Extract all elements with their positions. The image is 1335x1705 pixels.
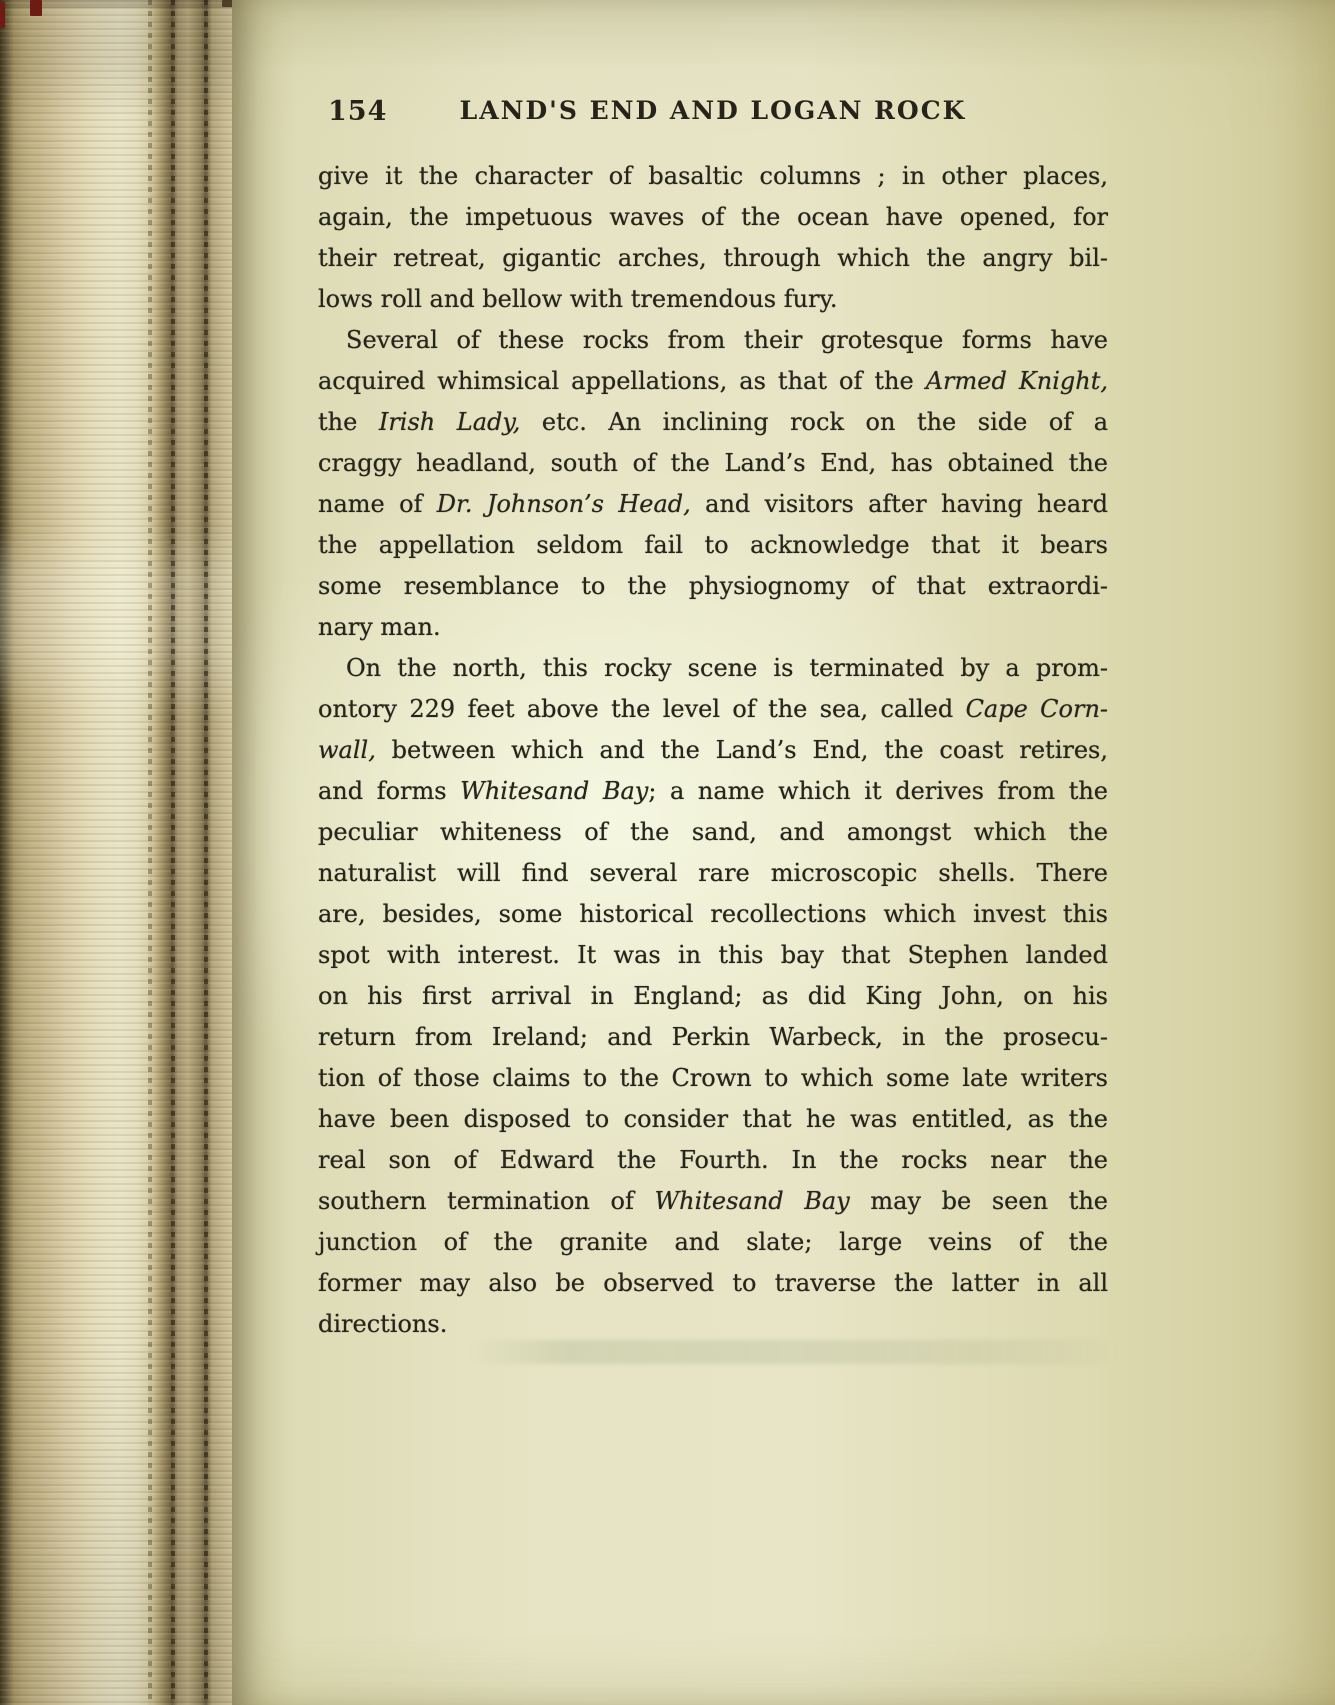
text-segment: real son of Edward the Fourth. In the rocks near the bbox=[318, 1146, 1108, 1174]
text-line bbox=[318, 976, 1108, 1017]
text-segment: may be seen the bbox=[849, 1187, 1108, 1215]
binding-mark bbox=[0, 2, 5, 28]
text-segment: on his first arrival in England; as did King John, on his bbox=[318, 982, 1108, 1010]
text-segment: Several of these rocks from their grotesque forms have bbox=[346, 326, 1108, 354]
text-segment: craggy headland, south of the Land’s End, has obtained the bbox=[318, 449, 1108, 477]
text-segment: former may also be observed to traverse the latter in all bbox=[318, 1269, 1108, 1297]
italic-text: Dr. Johnson’s Head, bbox=[436, 490, 691, 518]
italic-text: Armed Knight, bbox=[925, 367, 1108, 395]
italic-text: wall, bbox=[318, 736, 376, 764]
paragraph bbox=[318, 648, 1108, 1345]
binding-mark bbox=[30, 0, 42, 16]
text-line bbox=[318, 484, 1108, 525]
text-line bbox=[318, 812, 1108, 853]
text-line bbox=[318, 853, 1108, 894]
text-segment: are, besides, some historical recollections which invest this bbox=[318, 900, 1108, 928]
text-segment: and forms bbox=[318, 777, 461, 805]
text-segment: and visitors after having heard bbox=[690, 490, 1108, 518]
text-segment: give it the character of basaltic columns ; in other places, bbox=[318, 162, 1108, 190]
text-line bbox=[318, 1140, 1108, 1181]
text-line bbox=[318, 197, 1108, 238]
text-segment: again, the impetuous waves of the ocean have opened, for bbox=[318, 203, 1108, 231]
text-segment: the bbox=[318, 408, 379, 436]
paragraph bbox=[318, 320, 1108, 648]
text-line bbox=[318, 689, 1108, 730]
text-segment: naturalist will find several rare microscopic shells. There bbox=[318, 859, 1108, 887]
text-segment: acquired whimsical appellations, as that of the bbox=[318, 367, 926, 395]
text-line bbox=[318, 607, 1108, 648]
page-number: 154 bbox=[328, 96, 388, 127]
text-segment: lows roll and bellow with tremendous fury. bbox=[318, 285, 838, 313]
page-edge-line bbox=[171, 0, 175, 1705]
text-segment: some resemblance to the physiognomy of that extraordi- bbox=[318, 572, 1108, 600]
text-segment: etc. An inclining rock on the side of a bbox=[520, 408, 1109, 436]
page-header bbox=[318, 96, 1108, 130]
text-segment: name of bbox=[318, 490, 437, 518]
text-segment: have been disposed to consider that he was entitled, as the bbox=[318, 1105, 1108, 1133]
italic-text: Cape Corn- bbox=[965, 695, 1109, 723]
text-segment: spot with interest. It was in this bay that Stephen landed bbox=[318, 941, 1108, 969]
text-line bbox=[318, 1181, 1108, 1222]
book-page bbox=[232, 0, 1335, 1705]
text-segment: nary man. bbox=[318, 613, 441, 641]
running-title: LAND'S END AND LOGAN ROCK bbox=[459, 96, 967, 125]
text-segment: directions. bbox=[318, 1310, 448, 1338]
text-line bbox=[318, 1017, 1108, 1058]
italic-text: Irish Lady, bbox=[378, 408, 521, 436]
paragraph bbox=[318, 156, 1108, 320]
text-segment: On the north, this rocky scene is terminated by a prom- bbox=[346, 654, 1108, 682]
text-line bbox=[318, 1058, 1108, 1099]
text-line bbox=[318, 730, 1108, 771]
text-segment: peculiar whiteness of the sand, and amongst which the bbox=[318, 818, 1108, 846]
text-line bbox=[318, 525, 1108, 566]
page-edge-line bbox=[148, 0, 152, 1705]
text-line bbox=[318, 894, 1108, 935]
text-line bbox=[318, 361, 1108, 402]
text-segment: ; a name which it derives from the bbox=[648, 777, 1109, 805]
text-segment: the appellation seldom fail to acknowledge that it bears bbox=[318, 531, 1108, 559]
text-segment: tion of those claims to the Crown to which some late writers bbox=[318, 1064, 1108, 1092]
page-content bbox=[232, 0, 1108, 1345]
italic-text: Whitesand Bay bbox=[654, 1187, 850, 1215]
text-line bbox=[318, 402, 1108, 443]
page-edge-line bbox=[204, 0, 208, 1705]
text-line bbox=[318, 1304, 1108, 1345]
text-line bbox=[318, 156, 1108, 197]
text-line bbox=[318, 279, 1108, 320]
text-line bbox=[318, 320, 1108, 361]
italic-text: Whitesand Bay bbox=[460, 777, 649, 805]
text-segment: between which and the Land’s End, the coast retires, bbox=[375, 736, 1108, 764]
text-segment: ontory 229 feet above the level of the sea, called bbox=[318, 695, 966, 723]
text-line bbox=[318, 238, 1108, 279]
text-line bbox=[318, 648, 1108, 689]
text-segment: their retreat, gigantic arches, through which the angry bil- bbox=[318, 244, 1108, 272]
text-line bbox=[318, 1099, 1108, 1140]
text-segment: southern termination of bbox=[318, 1187, 655, 1215]
text-line bbox=[318, 443, 1108, 484]
text-line bbox=[318, 1222, 1108, 1263]
text-segment: return from Ireland; and Perkin Warbeck, in the prosecu- bbox=[318, 1023, 1108, 1051]
page-body bbox=[318, 156, 1108, 1345]
text-line bbox=[318, 1263, 1108, 1304]
text-line bbox=[318, 566, 1108, 607]
book-page-edges bbox=[0, 0, 232, 1705]
text-line bbox=[318, 771, 1108, 812]
text-segment: junction of the granite and slate; large veins of the bbox=[318, 1228, 1108, 1256]
text-line bbox=[318, 935, 1108, 976]
